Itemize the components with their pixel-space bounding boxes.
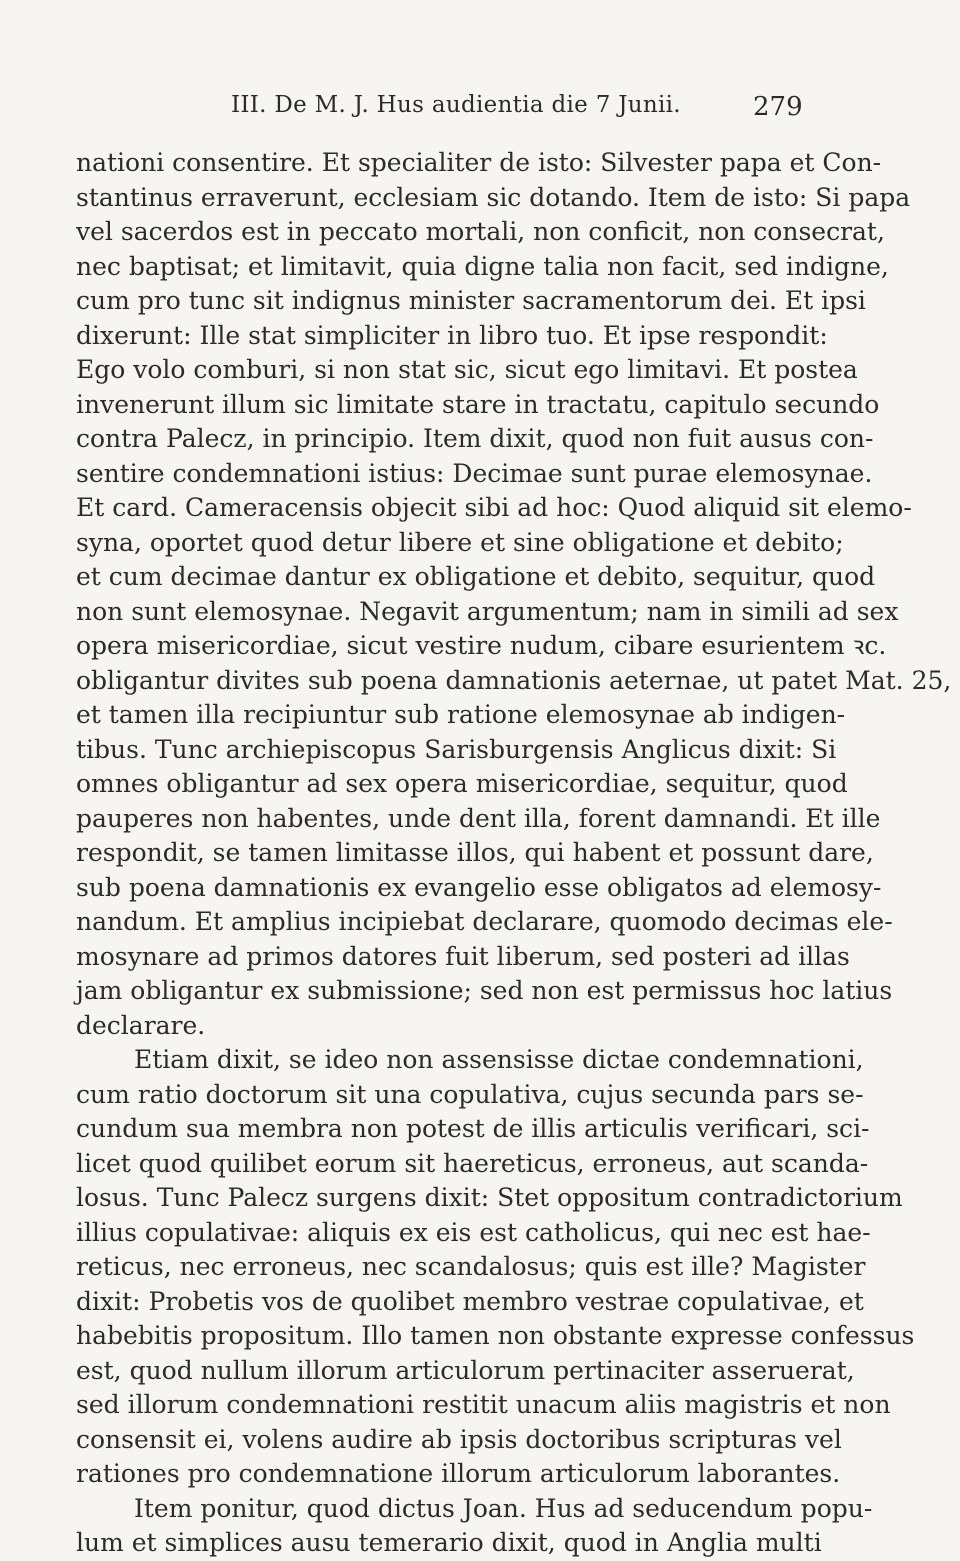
text-line: cundum sua membra non potest de illis articulis verificari, sci- — [76, 1114, 870, 1143]
text-line: contra Palecz, in principio. Item dixit, quod non fuit ausus con- — [76, 424, 874, 453]
body-text — [76, 146, 952, 1561]
page-number: 279 — [753, 92, 803, 122]
text-line: licet quod quilibet eorum sit haereticus, erroneus, aut scanda- — [76, 1148, 869, 1178]
text-line: opera misericordiae, sicut vestire nudum, cibare esurientem ꝛc. — [76, 631, 887, 660]
text-line: cum ratio doctorum sit una copulativa, cujus secunda pars se- — [76, 1079, 864, 1109]
text-line: habebitis propositum. Illo tamen non obstante expresse confessus — [76, 1321, 915, 1350]
text-line: jam obligantur ex submissione; sed non est permissus hoc latius — [76, 976, 893, 1005]
text-line: illius copulativae: aliquis ex eis est catholicus, qui nec est hae- — [76, 1217, 871, 1247]
text-line: declarare. — [76, 1010, 206, 1040]
text-line: dixerunt: Ille stat simpliciter in libro tuo. Et ipse respondit: — [76, 320, 828, 350]
text-line: sentire condemnationi istius: Decimae sunt purae elemosynae. — [76, 458, 873, 488]
text-line: Ego volo comburi, si non stat sic, sicut ego limitavi. Et postea — [76, 355, 858, 384]
text-line: stantinus erraverunt, ecclesiam sic dotando. Item de isto: Si papa — [76, 182, 911, 212]
text-line: consensit ei, volens audire ab ipsis doctoribus scripturas vel — [76, 1424, 842, 1454]
text-line: et cum decimae dantur ex obligatione et debito, sequitur, quod — [76, 562, 876, 591]
text-line: omnes obligantur ad sex opera misericordiae, sequitur, quod — [76, 769, 848, 798]
text-line: nec baptisat; et limitavit, quia digne talia non facit, sed indigne, — [76, 251, 889, 281]
text-line: syna, oportet quod detur libere et sine obligatione et debito; — [76, 527, 844, 557]
text-line: vel sacerdos est in peccato mortali, non conficit, non consecrat, — [76, 217, 885, 246]
running-title: III. De M. J. Hus audientia die 7 Junii. — [231, 92, 681, 118]
text-line: Item ponitur, quod dictus Joan. Hus ad seducendum popu- — [134, 1493, 873, 1523]
text-line: Etiam dixit, se ideo non assensisse dictae condemnationi, — [134, 1045, 864, 1074]
text-line: non sunt elemosynae. Negavit argumentum; nam in simili ad sex — [76, 596, 899, 626]
text-line: sub poena damnationis ex evangelio esse obligatos ad elemosy- — [76, 872, 882, 902]
text-line: nandum. Et amplius incipiebat declarare, quomodo decimas ele- — [76, 907, 893, 936]
text-line: invenerunt illum sic limitate stare in tractatu, capitulo secundo — [76, 389, 880, 419]
text-line: pauperes non habentes, unde dent illa, forent damnandi. Et ille — [76, 803, 881, 833]
text-line: mosynare ad primos datores fuit liberum, sed posteri ad illas — [76, 941, 850, 971]
text-line: est, quod nullum illorum articulorum pertinaciter asseruerat, — [76, 1355, 855, 1385]
text-line: rationes pro condemnatione illorum articulorum laborantes. — [76, 1459, 841, 1488]
text-line: tibus. Tunc archiepiscopus Sarisburgensis Anglicus dixit: Si — [76, 734, 837, 764]
text-line: Et card. Cameracensis objecit sibi ad hoc: Quod aliquid sit elemo- — [76, 493, 912, 522]
text-line: reticus, nec erroneus, nec scandalosus; quis est ille? Magister — [76, 1252, 866, 1281]
running-head — [0, 92, 960, 124]
text-line: nationi consentire. Et specialiter de isto: Silvester papa et Con- — [76, 148, 882, 177]
text-line: losus. Tunc Palecz surgens dixit: Stet oppositum contradictorium — [76, 1183, 903, 1212]
text-line: respondit, se tamen limitasse illos, qui habent et possunt dare, — [76, 838, 874, 867]
text-line: lum et simplices ausu temerario dixit, quod in Anglia multi — [76, 1528, 822, 1557]
text-line: et tamen illa recipiuntur sub ratione elemosynae ab indigen- — [76, 700, 846, 729]
text-line: cum pro tunc sit indignus minister sacramentorum dei. Et ipsi — [76, 286, 866, 315]
text-line: sed illorum condemnationi restitit unacum aliis magistris et non — [76, 1390, 891, 1419]
text-line: obligantur divites sub poena damnationis aeternae, ut patet Mat. 25, — [76, 665, 952, 695]
text-line: dixit: Probetis vos de quolibet membro vestrae copulativae, et — [76, 1286, 864, 1316]
